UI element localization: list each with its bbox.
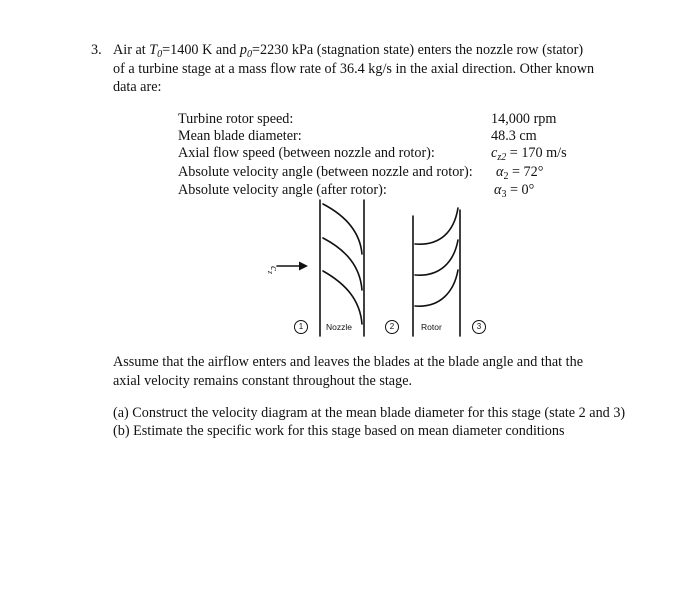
nozzle-blade-3	[323, 271, 362, 324]
nozzle-label: Nozzle	[326, 322, 352, 332]
data-label-rotor-speed: Turbine rotor speed:	[178, 111, 294, 127]
question-a: (a) Construct the velocity diagram at the mean blade diameter for this stage (state 2 and 3)	[113, 405, 626, 421]
data-value-axial-speed: $c_{z2} = 170$ m/s	[491, 145, 567, 163]
axial-flow-arrowhead	[299, 262, 308, 271]
data-value-alpha2: $\alpha_2 = 72^\circ$	[496, 164, 544, 182]
problem-line-1: Air at $T_0=1400$ K and $p_0=2230$ kPa (stagnation state) enters the nozzle row (stator)	[113, 42, 584, 60]
rotor-label: Rotor	[421, 322, 442, 332]
axial-velocity-label: $c_z$	[266, 266, 280, 275]
rotor-blade-1	[415, 208, 458, 244]
data-value-blade-diameter: 48.3 cm	[491, 128, 537, 144]
station-3-marker: 3	[472, 320, 486, 334]
station-1-marker: 1	[294, 320, 308, 334]
data-label-alpha2: Absolute velocity angle (between nozzle and rotor):	[178, 164, 473, 180]
station-2-marker: 2	[385, 320, 399, 334]
nozzle-blade-2	[323, 238, 362, 290]
data-value-alpha3: $\alpha_3 = 0^\circ$	[494, 182, 535, 200]
nozzle-blade-1	[323, 204, 362, 254]
data-label-blade-diameter: Mean blade diameter:	[178, 128, 302, 144]
data-value-rotor-speed: 14,000 rpm	[491, 111, 557, 127]
rotor-blade-2	[415, 240, 458, 275]
assumption-line-2: axial velocity remains constant throughout the stage.	[113, 373, 413, 389]
problem-line-2: of a turbine stage at a mass flow rate of 36.4 kg/s in the axial direction. Other known	[113, 61, 595, 77]
data-label-axial-speed: Axial flow speed (between nozzle and rotor):	[178, 145, 435, 161]
problem-line-3: data are:	[113, 79, 162, 95]
assumption-line-1: Assume that the airflow enters and leaves the blades at the blade angle and that the	[113, 354, 583, 370]
question-b: (b) Estimate the specific work for this stage based on mean diameter conditions	[113, 423, 565, 439]
data-label-alpha3: Absolute velocity angle (after rotor):	[178, 182, 387, 198]
problem-number: 3.	[91, 42, 102, 58]
